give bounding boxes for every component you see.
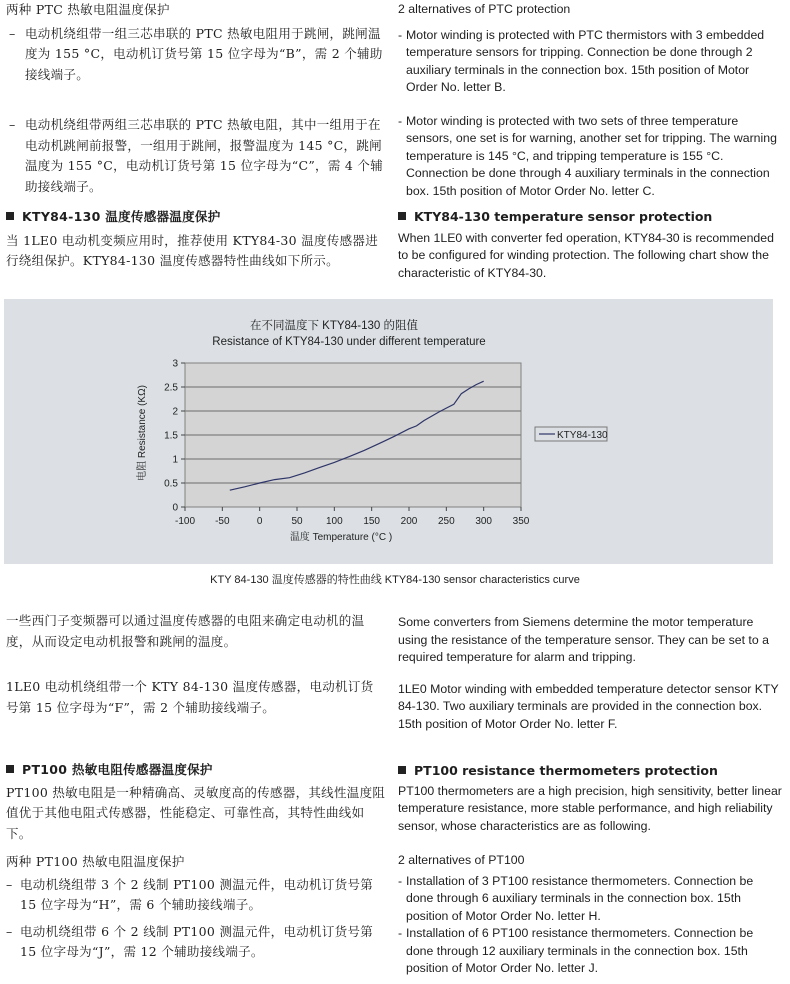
square-bullet-icon: [398, 766, 406, 774]
ptc-zh-item: [6, 115, 386, 197]
legend-label: KTY84-130: [557, 430, 608, 441]
x-tick-label: 300: [475, 516, 493, 527]
ptc-en-item-text: Motor winding is protected with two sets of three temperature sensors, one set is for warning, another set for tripping. The warning temperature is 145 °C, and tripping temperature is 155 °C. Connection be done through 4 auxiliary terminals in the connection box. 15th position of Motor Order No. letter C.: [406, 113, 777, 198]
kty-en-body: When 1LE0 with converter fed operation, KTY84-30 is recommended to be configured for winding protection. The following chart show the characteristic of KTY84-30.: [398, 230, 774, 280]
x-tick-label: 200: [400, 516, 418, 527]
chart-caption: KTY 84-130 温度传感器的特性曲线 KTY84-130 sensor characteristics curve: [210, 574, 580, 586]
kty-zh-body: 当 1LE0 电动机变频应用时，推荐使用 KTY84-30 温度传感器进行绕组保护。KTY84-130 温度传感器特性曲线如下所示。: [6, 232, 378, 268]
pt100-zh-title: 两种 PT100 热敏电阻温度保护: [6, 854, 185, 869]
x-tick-label: 350: [512, 516, 530, 527]
square-bullet-icon: [6, 765, 14, 773]
chart-subtitle: Resistance of KTY84-130 under different temperature: [212, 336, 486, 348]
pt100-zh-item-text: 电动机绕组带 6 个 2 线制 PT100 测温元件，电动机订货号第 15 位字母为“J”，需 12 个辅助接线端子。: [20, 923, 374, 959]
y-axis: [164, 359, 185, 514]
pt100-en-heading: [398, 762, 782, 780]
kty-zh-para2: 1LE0 电动机绕组带一个 KTY 84-130 温度传感器，电动机订货号第 15 位字母为“F”，需 2 个辅助接线端子。: [6, 679, 374, 715]
x-tick-label: 50: [291, 516, 303, 527]
pt100-en-item: [398, 873, 782, 926]
x-axis-label: 温度 Temperature (°C ): [289, 532, 393, 543]
dash: –: [6, 876, 13, 892]
kty-zh-paragraphs: [6, 611, 386, 718]
y-tick-label: 2: [172, 406, 178, 418]
square-bullet-icon: [6, 212, 14, 220]
dash: -: [398, 873, 403, 888]
dash: –: [9, 25, 16, 41]
kty-zh-para1: 一些西门子变频器可以通过温度传感器的电阻来确定电动机的温度，从而设定电动机报警和跳闸的温度。: [6, 613, 365, 649]
dash: -: [398, 27, 403, 42]
ptc-en-item: [398, 27, 782, 97]
ptc-en-column: [398, 1, 782, 200]
ptc-en-item: [398, 113, 782, 201]
kty-en-para1: Some converters from Siemens determine the motor temperature using the resistance of the temperature sensor. They can be set to a required temperature for alarm and tripping.: [398, 615, 769, 664]
pt100-en-heading-text: PT100 resistance thermometers protection: [414, 763, 718, 778]
pt100-zh-block: [6, 760, 386, 963]
pt100-zh-item-text: 电动机绕组带 3 个 2 线制 PT100 测温元件，电动机订货号第 15 位字母为“H”，需 6 个辅助接线端子。: [20, 876, 374, 912]
ptc-zh-item-text: 电动机绕组带两组三芯串联的 PTC 热敏电阻，其中一组用于在电动机跳闸前报警，一组用于跳闸，报警温度为 145 °C，跳闸温度为 155 °C，电动机订货号第 15 位字母为“C”，需 4 个辅助接线端子。: [25, 117, 384, 194]
x-tick-label: -100: [174, 516, 196, 527]
y-tick-label: 2.5: [164, 382, 178, 394]
dash: -: [398, 926, 403, 940]
chart-title: 在不同温度下 KTY84-130 的阻值: [249, 320, 419, 332]
kty-chart: [4, 299, 773, 564]
dash: –: [6, 923, 13, 939]
chart-panel: [4, 299, 773, 564]
kty-en-block: [398, 208, 782, 282]
pt100-zh-heading-text: PT100 热敏电阻传感器温度保护: [22, 762, 213, 777]
ptc-en-item-text: Motor winding is protected with PTC thermistors with 3 embedded temperature sensors for tripping. Connection be done through 2 auxiliary terminals in the connection box. 15th position of Motor Order No. letter B.: [406, 27, 765, 94]
ptc-en-title: 2 alternatives of PTC protection: [398, 2, 571, 16]
dash: -: [398, 113, 403, 128]
kty-zh-heading-text: KTY84-130 温度传感器温度保护: [22, 209, 221, 224]
x-tick-label: 100: [325, 516, 343, 527]
ptc-zh-item-text: 电动机绕组带一组三芯串联的 PTC 热敏电阻用于跳闸，跳闸温度为 155 °C，电动机订货号第 15 位字母为“B”，需 2 个辅助接线端子。: [25, 25, 383, 82]
pt100-zh-item: [6, 922, 386, 963]
x-tick-label: 250: [437, 516, 455, 527]
ptc-zh-item: [6, 24, 386, 86]
pt100-zh-item: [6, 875, 386, 916]
y-tick-label: 1.5: [164, 430, 178, 442]
pt100-en-item: [398, 925, 782, 978]
x-tick-label: 0: [256, 516, 263, 527]
pt100-en-item-text: Installation of 6 PT100 resistance thermometers. Connection be done through 12 auxiliary terminals in the connection box. 15th position of Motor Order No. letter J.: [406, 926, 754, 975]
y-tick-label: 3: [172, 358, 178, 370]
ptc-zh-title: 两种 PTC 热敏电阻温度保护: [6, 2, 170, 17]
y-axis-label: 电阻 Resistance (KΩ): [137, 385, 148, 481]
y-tick-label: 0.5: [164, 478, 178, 490]
y-tick-label: 0: [172, 502, 178, 514]
dash: –: [9, 117, 16, 132]
y-tick-label: 1: [172, 454, 178, 466]
pt100-zh-heading: [6, 760, 386, 781]
pt100-zh-body: PT100 热敏电阻是一种精确高、灵敏度高的传感器，其线性温度阻值优于其他电阻式传感器，性能稳定、可靠性高，其特性曲线如下。: [6, 784, 386, 841]
kty-zh-block: [6, 207, 386, 272]
ptc-zh-column: [6, 0, 386, 197]
pt100-en-item-text: Installation of 3 PT100 resistance thermometers. Connection be done through 6 auxiliary terminals in the connection box. 15th position of Motor Order No. letter H.: [406, 873, 754, 923]
x-axis: [175, 507, 530, 527]
kty-en-heading: [398, 208, 782, 226]
x-tick-label: -50: [215, 516, 230, 527]
pt100-en-title: 2 alternatives of PT100: [398, 853, 525, 867]
square-bullet-icon: [398, 212, 406, 220]
pt100-en-body: PT100 thermometers are a high precision, high sensitivity, better linear temperature resistance, more stable performance, and high reliability sensor, whose characteristics are as following.: [398, 783, 782, 833]
x-tick-label: 150: [363, 516, 381, 527]
legend: [535, 427, 608, 441]
kty-en-paragraphs: [398, 614, 782, 733]
kty-en-para2: 1LE0 Motor winding with embedded temperature detector sensor KTY 84-130. Two auxiliary terminals are provided in the connection box. 15th position of Motor Order No. letter F.: [398, 681, 779, 731]
kty-zh-heading: [6, 207, 386, 228]
kty-en-heading-text: KTY84-130 temperature sensor protection: [414, 209, 713, 224]
pt100-en-block: [398, 762, 782, 978]
